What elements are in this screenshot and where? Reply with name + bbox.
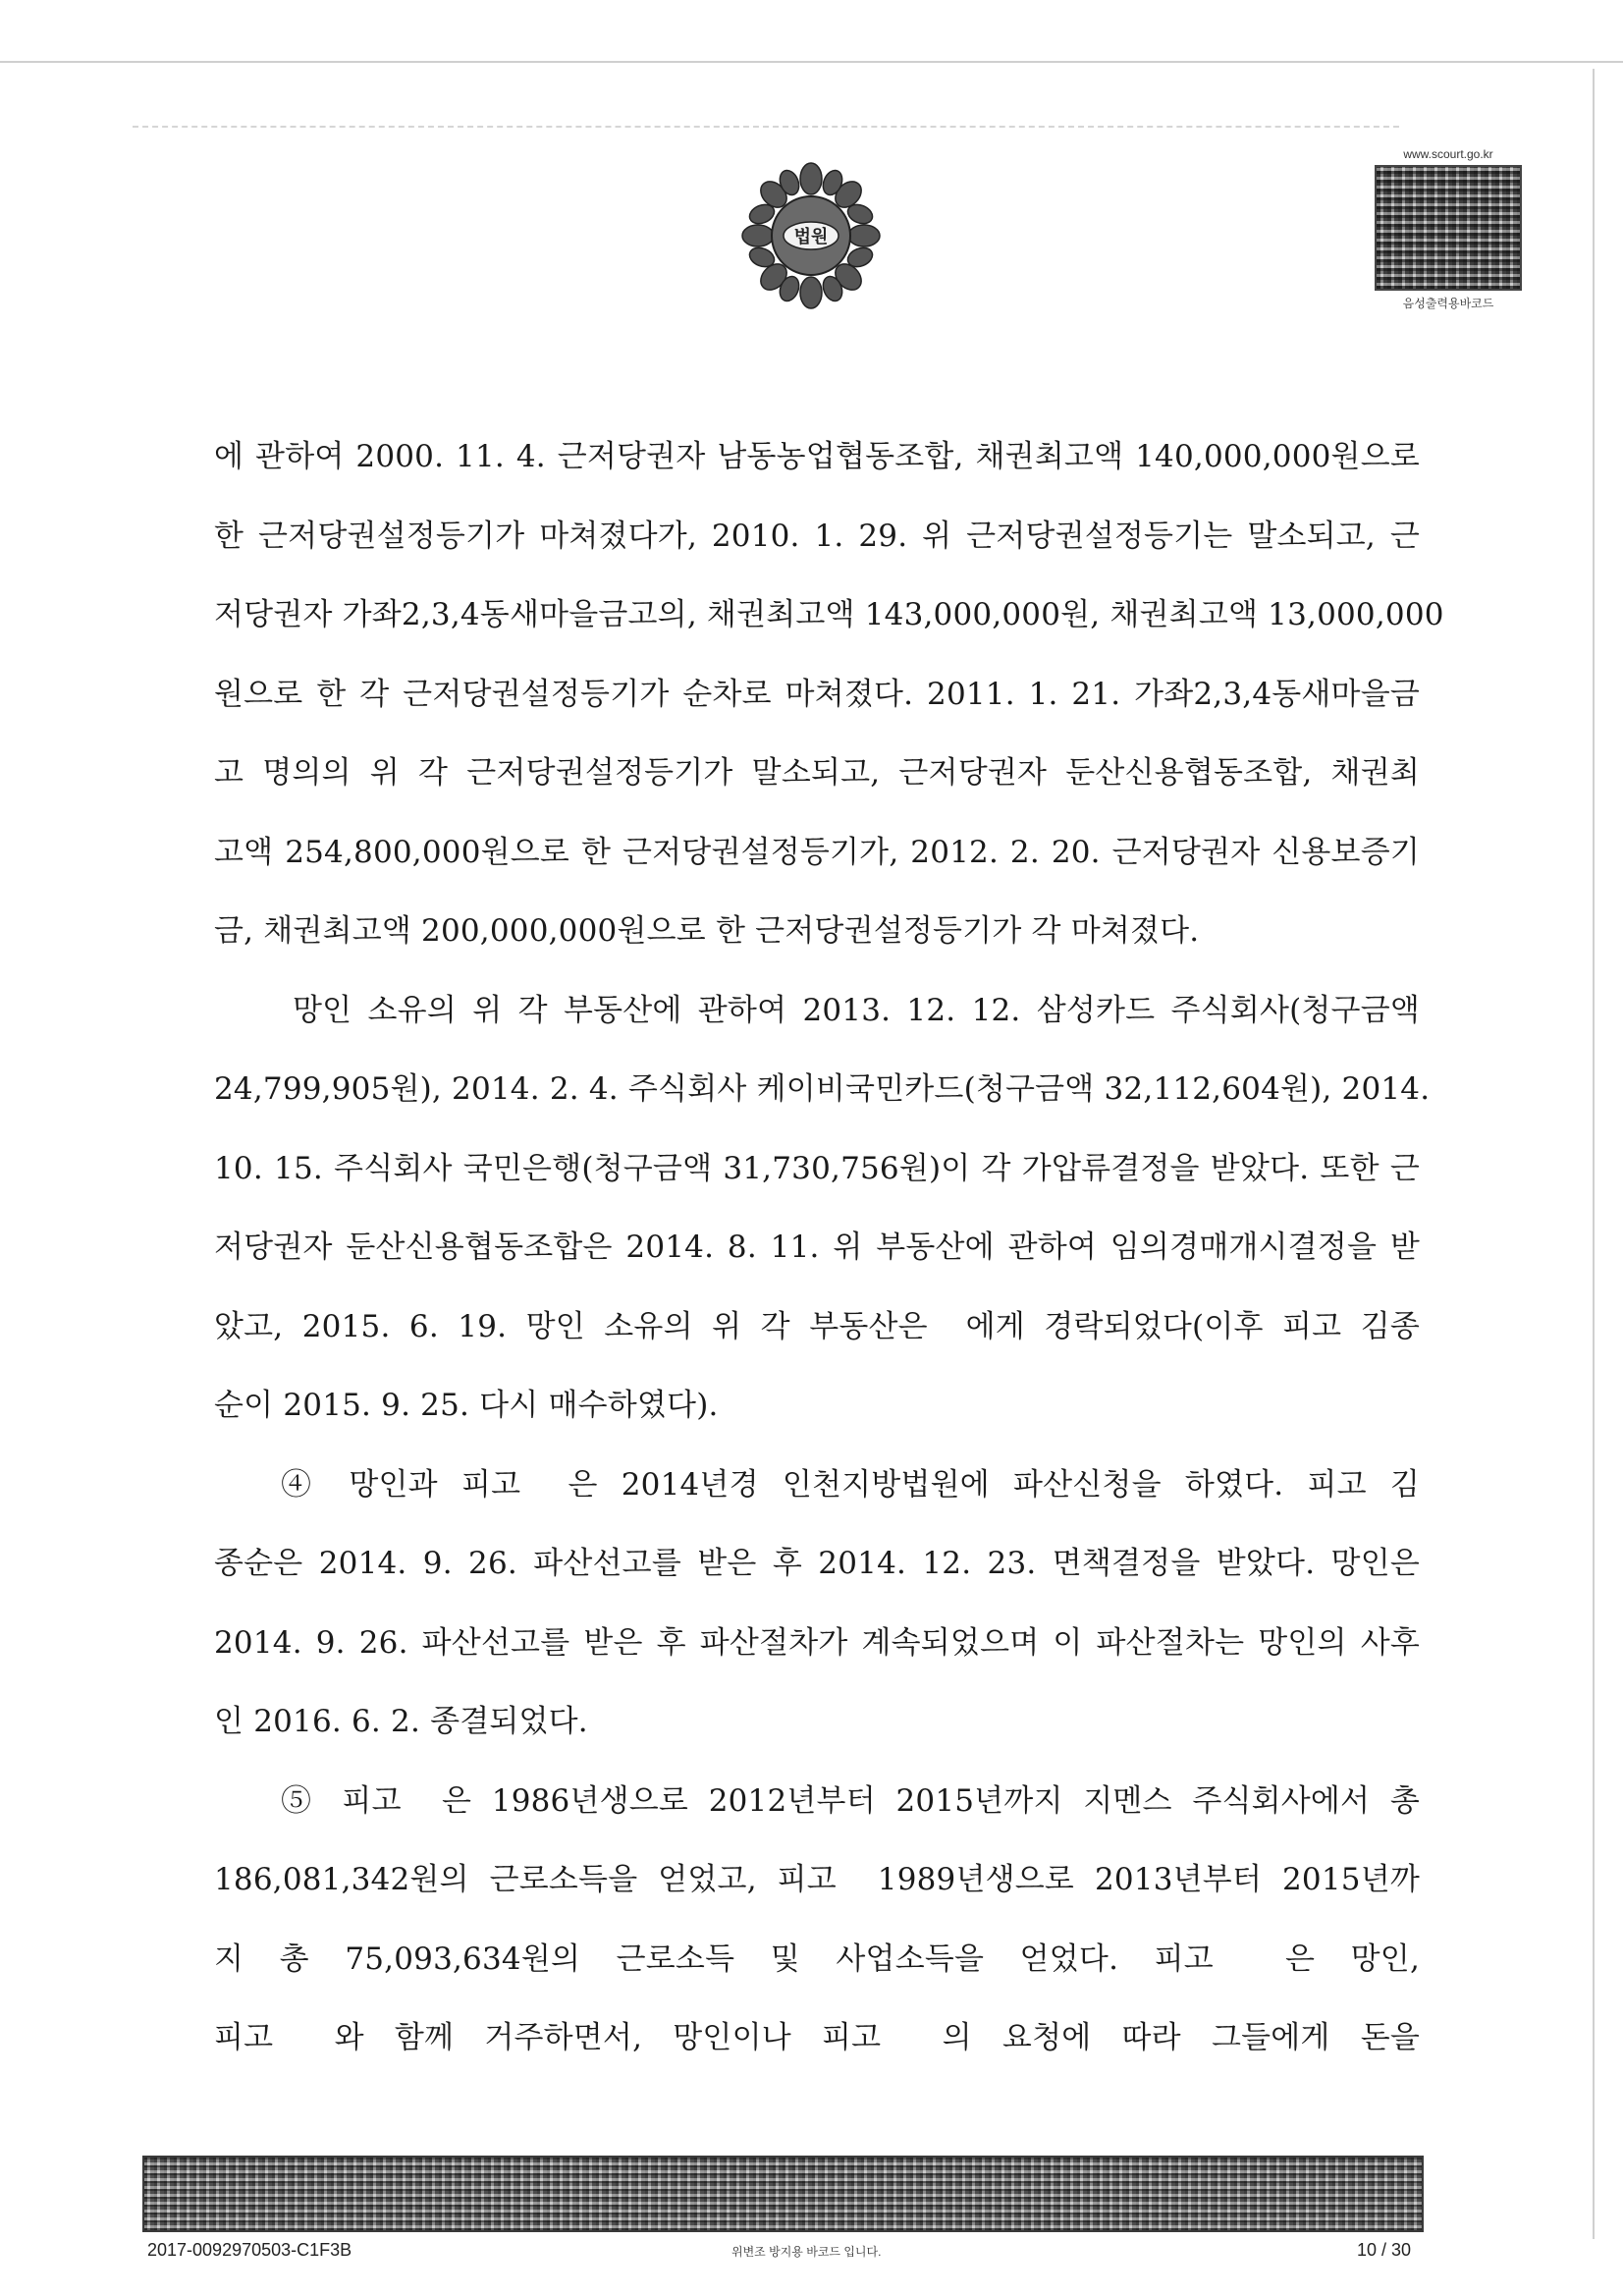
body-line: 망인 소유의 위 각 부동산에 관하여 2013. 12. 12. 삼성카드 주식회사(청구금액 [293, 992, 1420, 1028]
body-line: 10. 15. 주식회사 국민은행(청구금액 31,730,756원)이 각 가압류결정을 받았다. 또한 근 [214, 1150, 1420, 1186]
scan-border-right [1593, 69, 1595, 2239]
qr-area [1375, 147, 1522, 309]
anti-forgery-barcode-icon [142, 2156, 1424, 2232]
body-line: 인 2016. 6. 2. 종결되었다. [214, 1704, 588, 1739]
body-line: 종순은 2014. 9. 26. 파산선고를 받은 후 2014. 12. 23. 면책결정을 받았다. 망인은 [214, 1546, 1420, 1581]
body-line: 고액 254,800,000원으로 한 근저당권설정등기가, 2012. 2. 20. 근저당권자 신용보증기 [214, 834, 1420, 870]
body-line: ④ 망인과 피고 ​ 은 2014년경 인천지방법원에 파산신청을 하였다. 피고 김 [281, 1466, 1420, 1503]
scan-border-dashed [133, 126, 1399, 128]
body-line: 고 명의의 위 각 근저당권설정등기가 말소되고, 근저당권자 둔산신용협동조합, 채권최 [214, 755, 1420, 791]
body-line: 저당권자 가좌2,3,4동새마을금고의, 채권최고액 143,000,000원, 채권최고액 13,000,000 [214, 597, 1444, 632]
scan-border-top [0, 61, 1623, 63]
body-line: 았고, 2015. 6. 19. 망인 소유의 위 각 부동산은 ​ 에게 경락되었다(이후 피고 김종 [214, 1308, 1420, 1344]
body-line: 에 관하여 2000. 11. 4. 근저당권자 남동농업협동조합, 채권최고액 140,000,000원으로 [214, 439, 1420, 474]
qr-code-icon [1375, 165, 1522, 291]
body-line: 순이 2015. 9. 25. 다시 매수하였다). [214, 1388, 719, 1423]
body-line: 2014. 9. 26. 파산선고를 받은 후 파산절차가 계속되었으며 이 파산절차는 망인의 사후 [214, 1624, 1420, 1661]
document-id: 2017-0092970503-C1F3B [147, 2240, 352, 2260]
court-emblem-icon [738, 157, 884, 314]
body-line: 24,799,905원), 2014. 2. 4. 주식회사 케이비국민카드(청구금액 32,112,604원), 2014. [214, 1071, 1431, 1107]
body-line: 금, 채권최고액 200,000,000원으로 한 근저당권설정등기가 각 마쳐졌다. [214, 913, 1200, 949]
body-line: 원으로 한 각 근저당권설정등기가 순차로 마쳐졌다. 2011. 1. 21. 가좌2,3,4동새마을금 [214, 676, 1420, 712]
body-line: ⑤ 피고 ​ 은 1986년생으로 2012년부터 2015년까지 지멘스 주식회사에서 총 [281, 1782, 1420, 1819]
body-line: 저당권자 둔산신용협동조합은 2014. 8. 11. 위 부동산에 관하여 임의경매개시결정을 받 [214, 1230, 1420, 1265]
body-line: 지 총 75,093,634원의 근로소득 및 사업소득을 얻었다. 피고 ​ 은 망인, [214, 1941, 1420, 1977]
barcode-note: 위변조 방지용 바코드 입니다. [731, 2245, 882, 2259]
qr-url: www.scourt.go.kr [1403, 147, 1493, 161]
body-line: 피고 ​ 와 함께 거주하면서, 망인이나 피고 ​ 의 요청에 따라 그들에게 돈을 [214, 2020, 1420, 2055]
document-body [214, 427, 1444, 2088]
body-line: 186,081,342원의 근로소득을 얻었고, 피고 ​ 1989년생으로 2013년부터 2015년까 [214, 1862, 1420, 1897]
qr-caption: 음성출력용바코드 [1402, 297, 1494, 310]
emblem-text: 법원 [793, 227, 829, 247]
page-number: 10 / 30 [1357, 2240, 1412, 2260]
body-line: 한 근저당권설정등기가 마쳐졌다가, 2010. 1. 29. 위 근저당권설정등기는 말소되고, 근 [214, 518, 1420, 554]
